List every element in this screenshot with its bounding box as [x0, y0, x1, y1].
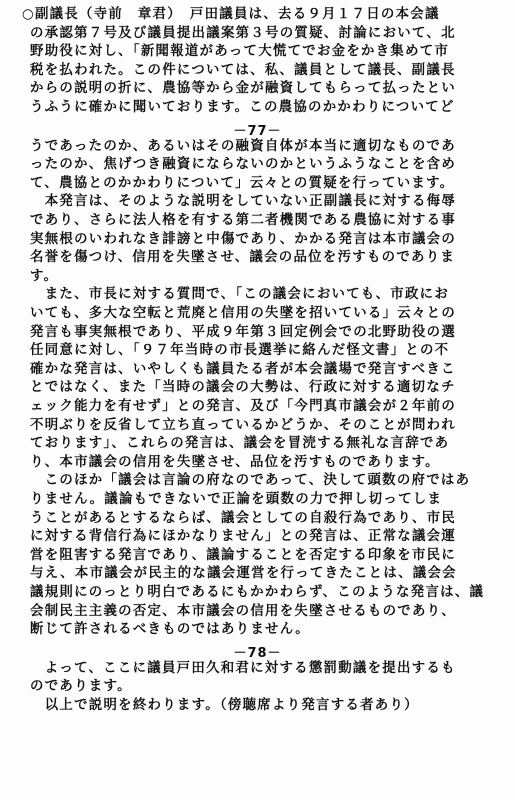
text-line: 野助役に対し、「新聞報道があって大慌てでお金をかき集めて市 [30, 44, 450, 60]
text-line: 営を阻害する発言であり、議論することを否定する印象を市民に [30, 547, 457, 563]
text-line: また、市長に対する質問で、「この議会においても、市政にお [30, 287, 450, 303]
text-line: 本発言は、そのような説明をしていない正副議長に対する侮辱 [30, 194, 457, 210]
text-line: り、本市議会の信用を失墜させ、品位を汚すものであります。 [30, 454, 440, 470]
speaker-mark: ○ [22, 7, 35, 22]
text-line: 与え、本市議会が民主的な議会運営を行ってきたことは、議会会 [30, 566, 457, 582]
text-line: 任同意に対し、「９７年当時の市長選挙に絡んだ怪文書」との不 [30, 343, 450, 359]
text-line: このほか「議会は言論の府なのであって、決して頭数の府ではあ [30, 473, 471, 489]
text-line: 名誉を傷つけ、信用を失墜させ、議会の品位を汚すものでありま [30, 250, 456, 266]
text-line: 以上で説明を終わります。（傍聴席より発言する者あり） [30, 698, 419, 713]
text-line: す。 [30, 268, 59, 284]
text-line: りません。議論もできないで正論を頭数の力で押し切ってしま [30, 492, 443, 507]
text-line: 確かな発言は、いやしくも議員たる者が本会議場で発言すべきこ [30, 361, 456, 377]
text-line: 議規則にのっとり明白であるにもかかわらず、このような発言は、議 [30, 585, 485, 600]
page-number: －77－ [233, 123, 282, 139]
text-line: からの説明の折に、農協等から金が融資してもらって払ったとい [30, 81, 457, 97]
text-line: とではなく、また「当時の議会の大勢は、行政に対する適切なチ [30, 380, 456, 396]
text-line: 発言も事実無根であり、平成９年第３回定例会での北野助役の選 [30, 324, 457, 340]
speaker-name: 副議長（寺前 章君） [34, 7, 176, 22]
text-line: 不明ぶりを反省して立ち直っているかどうか、そのことが問われ [30, 417, 457, 433]
text-line: うことがあるとするならば、議会としての自殺行為であり、市民 [30, 510, 457, 526]
text-line: のであります。 [30, 679, 132, 695]
text-line: 断じて許されるべきものではありません。 [30, 622, 310, 638]
text-line: ェック能力を有せず」との発言、及び「今門真市議会が２年前の [30, 399, 457, 414]
text-line: うであったのか、あるいはその融資自体が本当に適切なものであ [30, 138, 456, 154]
text-line: 戸田議員は、去る９月１７日の本会議 [189, 7, 440, 22]
speaker-line [22, 6, 482, 25]
text-line: の承認第７号及び議員提出議案第３号の質疑、討論において、北 [30, 25, 456, 41]
text-line: いても、多大な空転と荒廃と信用の失墜を招いている」云々との [30, 306, 457, 321]
text-line: うふうに確かに聞いております。この農協のかかわりについてど [30, 100, 455, 115]
text-line: 税を払われた。この件については、私、議員として議長、副議長 [30, 62, 456, 78]
text-line: 実無根のいわれなき誹謗と中傷であり、かかる発言は本市議会の [30, 231, 457, 247]
text-line: ております」、これらの発言は、議会を冒涜する無礼な言辞であ [30, 436, 450, 452]
text-line: に対する背信行為にほかなりません」との発言は、正常な議会運 [30, 529, 457, 545]
text-line: て、農協とのかかわりについて」云々との質疑を行っています。 [30, 175, 455, 191]
text-line: 会制民主主義の否定、本市議会の信用を失墜させるものであり、 [30, 603, 457, 619]
text-line: であり、さらに法人格を有する第二者機関である農協に対する事 [30, 213, 457, 228]
text-line: ったのか、焦げつき融資にならないのかというふうなことを含め [30, 157, 457, 173]
text-line: よって、ここに議員戸田久和君に対する懲罰動議を提出するも [30, 660, 456, 676]
page-number: －78－ [233, 645, 282, 661]
